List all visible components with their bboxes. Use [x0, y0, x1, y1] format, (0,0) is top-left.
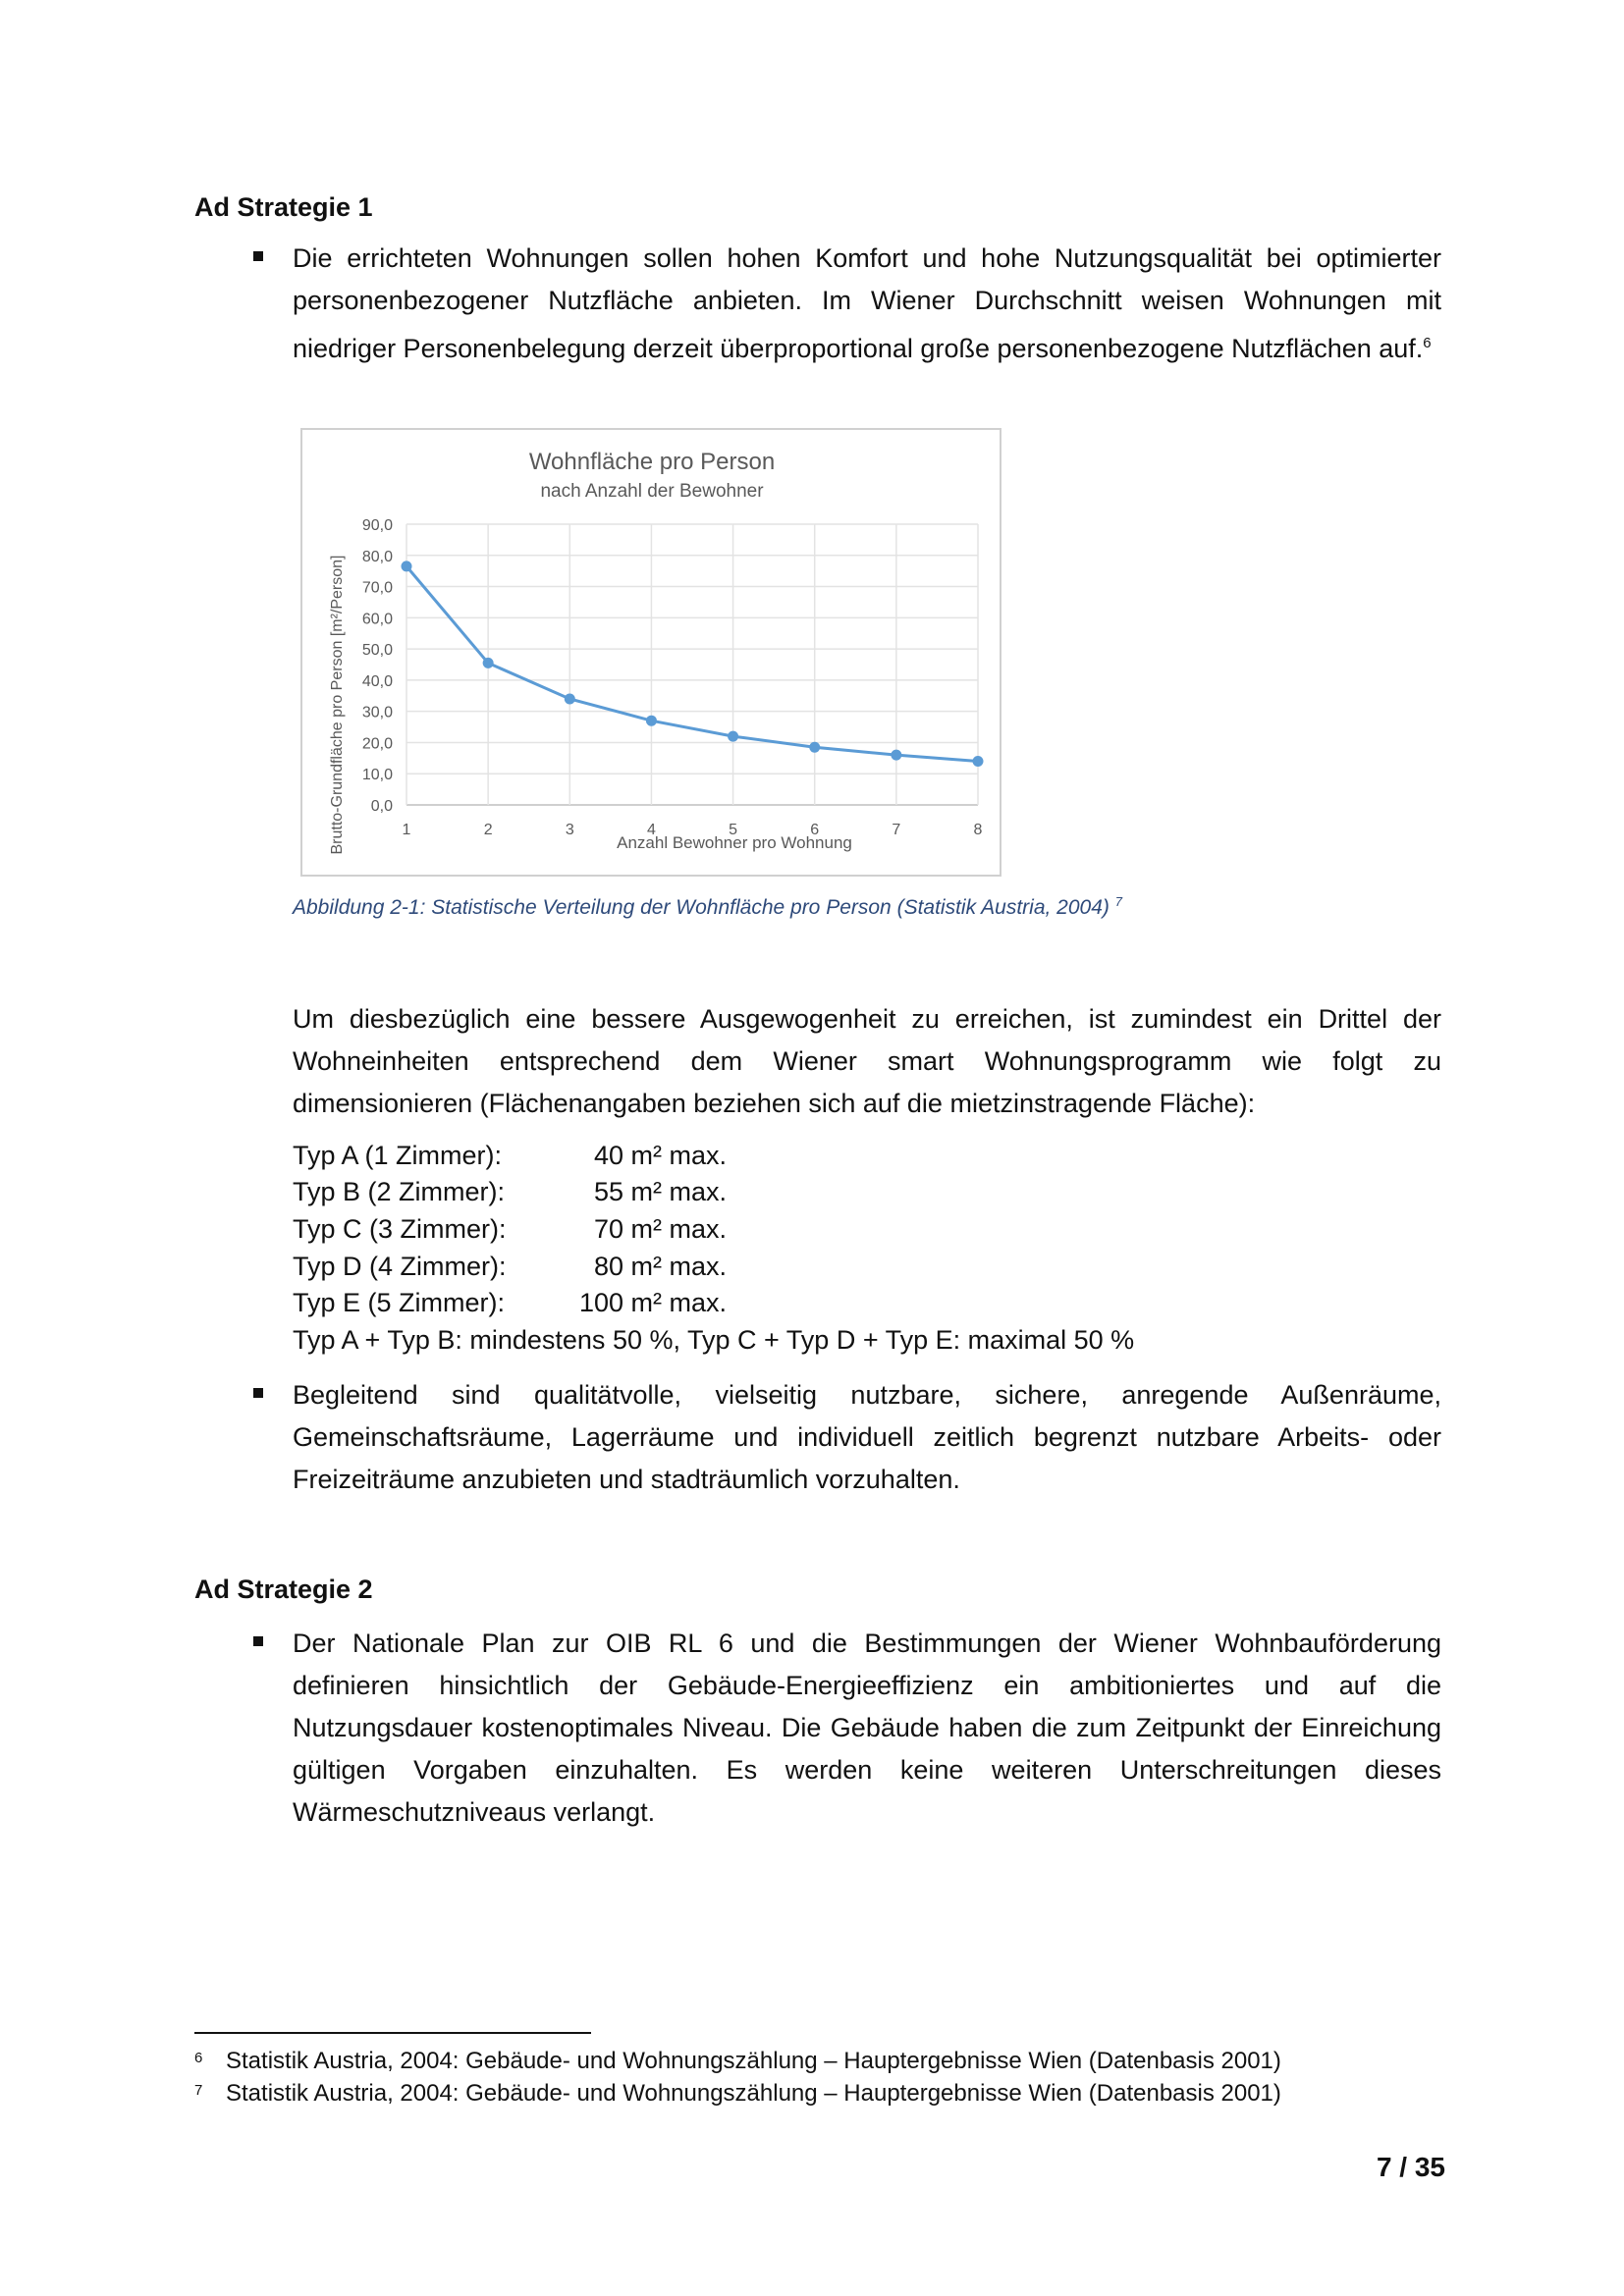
x-tick-label: 5 — [729, 822, 738, 838]
x-tick-label: 6 — [810, 822, 820, 838]
section-heading-strategie-1: Ad Strategie 1 — [194, 192, 373, 222]
footnote-7 — [194, 2080, 1281, 2108]
y-tick-label: 80,0 — [361, 548, 393, 565]
y-tick-label: 70,0 — [361, 579, 393, 597]
y-tick-label: 90,0 — [361, 517, 393, 534]
chart-title: Wohnfläche pro Person — [528, 449, 776, 475]
page-number: 7 / 35 — [1376, 2152, 1445, 2182]
typ-label: Typ B (2 Zimmer): — [293, 1177, 506, 1206]
typ-label: Typ E (5 Zimmer): — [293, 1288, 506, 1317]
x-tick-label: 7 — [892, 822, 901, 838]
data-point — [402, 561, 412, 571]
y-tick-label: 0,0 — [370, 798, 393, 815]
typ-value: 80 m² max. — [593, 1252, 727, 1281]
footnote-number: 6 — [194, 2050, 203, 2066]
x-tick-label: 8 — [973, 822, 983, 838]
typ-value: 40 m² max. — [593, 1141, 727, 1170]
typ-value: 55 m² max. — [593, 1177, 727, 1206]
typ-value: 100 m² max. — [578, 1288, 727, 1317]
x-tick-label: 2 — [483, 822, 493, 838]
x-tick-label: 4 — [646, 822, 656, 838]
wohnflaeche-chart — [302, 430, 1000, 875]
typ-label: Typ A (1 Zimmer): — [293, 1141, 503, 1170]
chart-x-axis-label: Anzahl Bewohner pro Wohnung — [617, 833, 852, 852]
dimension-paragraph: Um diesbezüglich eine bessere Ausgewogenheit zu erreichen, ist zumindest ein Drittel der Wohneinheiten entsprechend dem Wiener smart Wohnungsprogramm wie folgt zu dimensionieren (Flächenangaben beziehen sich auf die mietzinstragende Fläche): — [293, 1004, 1441, 1118]
y-tick-label: 20,0 — [361, 735, 393, 753]
y-tick-label: 10,0 — [361, 767, 393, 784]
x-tick-label: 1 — [402, 822, 411, 838]
bullet-paragraph-aussenraeume: Begleitend sind qualitätvolle, vielseitig nutzbare, sichere, anregende Außenräume, Gemeinschaftsräume, Lagerräume und individuell zeitlich begrenzt nutzbare Arbeits- oder Freizeiträume anzubieten und stadträumlich vorzuhalten. — [293, 1380, 1441, 1494]
chart-container — [300, 428, 1001, 877]
bullet-marker — [253, 1636, 263, 1646]
data-point — [891, 750, 901, 761]
data-point — [483, 658, 494, 668]
bullet-text: Die errichteten Wohnungen sollen hohen Komfort und hohe Nutzungsqualität bei optimierter personenbezogener Nutzfläche anbieten. Im Wiener Durchschnitt weisen Wohnungen mit niedriger Personenbelegung derzeit überproportional große personenbezogene Nutzflächen auf. — [293, 243, 1441, 363]
typ-label: Typ C (3 Zimmer): — [293, 1214, 507, 1244]
data-point — [728, 731, 738, 742]
y-tick-label: 40,0 — [361, 672, 393, 690]
figure-caption — [293, 894, 1122, 920]
y-tick-label: 60,0 — [361, 611, 393, 628]
bullet-marker — [253, 251, 263, 261]
footnote-number: 7 — [194, 2082, 203, 2099]
footnote-text: Statistik Austria, 2004: Gebäude- und Wohnungszählung – Hauptergebnisse Wien (Datenbasis 2001) — [226, 2080, 1281, 2107]
y-tick-label: 50,0 — [361, 642, 393, 660]
footnote-ref-6[interactable]: 6 — [1423, 335, 1432, 351]
chart-subtitle: nach Anzahl der Bewohner — [540, 481, 764, 502]
figure-caption-text: Abbildung 2-1: Statistische Verteilung der Wohnfläche pro Person (Statistik Austria, 2004) — [293, 896, 1110, 919]
chart-y-axis-label: Brutto-Grundfläche pro Person [m²/Person] — [329, 555, 346, 855]
bullet-paragraph-oib: Der Nationale Plan zur OIB RL 6 und die Bestimmungen der Wiener Wohnbauförderung definieren hinsichtlich der Gebäude-Energieeffizienz ein ambitioniertes und auf die Nutzungsdauer kostenoptimales Niveau. Die Gebäude haben die zum Zeitpunkt der Einreichung gültigen Vorgaben einzuhalten. Es werden keine weiteren Unterschreitungen dieses Wärmeschutzniveaus verlangt. — [293, 1629, 1441, 1827]
data-point — [973, 756, 984, 767]
data-point — [646, 716, 657, 726]
x-tick-label: 3 — [565, 822, 574, 838]
typ-summary-text: Typ A + Typ B: mindestens 50 %, Typ C + Typ D + Typ E: maximal 50 % — [293, 1325, 1135, 1355]
bullet-paragraph-komfort — [293, 238, 1441, 370]
footnote-ref-7[interactable]: 7 — [1114, 894, 1122, 909]
y-tick-label: 30,0 — [361, 704, 393, 721]
footnote-6 — [194, 2048, 1281, 2075]
typ-value: 70 m² max. — [593, 1214, 727, 1244]
typ-label: Typ D (4 Zimmer): — [293, 1252, 507, 1281]
bullet-marker — [253, 1388, 263, 1398]
footnote-separator — [194, 2032, 591, 2034]
footnote-text: Statistik Austria, 2004: Gebäude- und Wohnungszählung – Hauptergebnisse Wien (Datenbasis 2001) — [226, 2048, 1281, 2074]
data-point — [565, 693, 575, 704]
data-point — [809, 742, 820, 753]
section-heading-strategie-2: Ad Strategie 2 — [194, 1575, 373, 1604]
